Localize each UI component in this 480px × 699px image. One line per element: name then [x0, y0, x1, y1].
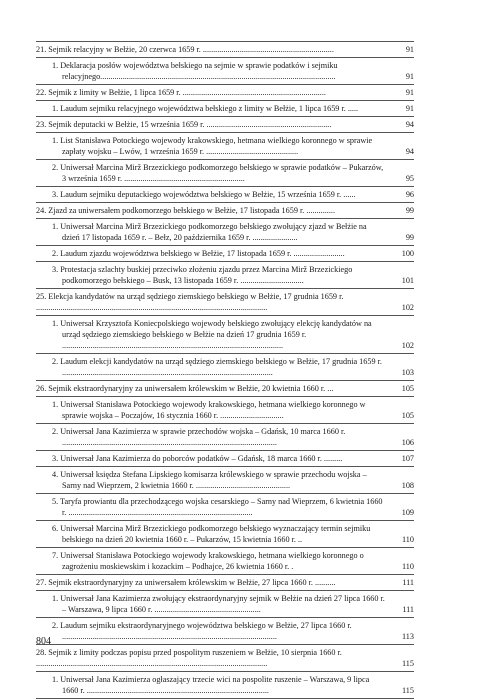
toc-entry-title: 4. Uniwersał księdza Stefana Lipskiego komisarza królewskiego w sprawie przechodu wojska – Sarny nad Wieprzem, 2 kwietnia 1660 r. ..............................................: [52, 470, 367, 490]
toc-entry-title: 3. Laudum sejmiku deputackiego województwa bełskiego w Bełżie, 15 września 1659 r. ......: [52, 190, 356, 199]
toc-entry-page: 115: [402, 686, 414, 695]
toc-entry-title: 28. Sejmik z limity podczas popisu przed pospolitym ruszeniem w Bełżie, 10 sierpnia 1660 r. .................................................................................................................: [36, 648, 342, 668]
toc-entry-title: 1. Deklaracja posłów województwa bełskiego na sejmie w sprawie podatków i sejmiku relacyjnego...................................................................................................................: [52, 61, 338, 81]
toc-entry-title: 2. Laudum elekcji kandydatów na urząd sędziego ziemskiego bełskiego w Bełżie, 17 grudnia 1659 r. .......................................................................................................: [52, 357, 382, 377]
toc-entry-title: 26. Sejmik ekstraordynaryjny za uniwersałem królewskim w Bełżie, 20 kwietnia 1660 r. ...: [36, 384, 334, 393]
toc-document: [36, 262, 414, 289]
toc-document: [36, 521, 414, 548]
toc-document: [36, 187, 414, 203]
toc-document: [36, 354, 414, 381]
toc-entry-page: 91: [405, 104, 414, 113]
toc-document: [36, 397, 414, 424]
toc-entry-page: 103: [401, 368, 414, 377]
toc-entry-page: 99: [405, 206, 414, 215]
toc-entry-page: 107: [401, 454, 414, 463]
toc-entry-page: 101: [401, 276, 414, 285]
toc-entry-page: 102: [401, 341, 414, 350]
toc-document: [36, 58, 414, 85]
toc-section: [36, 85, 414, 101]
toc-entry-page: 105: [401, 411, 414, 420]
toc-entry-page: 100: [401, 249, 414, 258]
toc-document: [36, 591, 414, 618]
toc-entry-page: 109: [401, 508, 414, 517]
toc-section: [36, 42, 414, 58]
toc-entry-title: 24. Zjazd za uniwersałem podkomorzego bełskiego w Bełżie, 17 listopada 1659 r. ..............: [36, 206, 335, 215]
toc-document: [36, 451, 414, 467]
toc-entry-page: 110: [402, 535, 414, 544]
toc-entry-page: 91: [405, 88, 414, 97]
toc-document: [36, 618, 414, 645]
toc-entry-page: 110: [402, 562, 414, 571]
toc-entry-title: 2. Uniwersał Jana Kazimierza w sprawie przechodów wojska – Gdańsk, 10 marca 1660 r. .........................................................................................................: [52, 427, 346, 447]
toc-entry-title: 1. Uniwersał Marcina Mirž Brzezickiego podkomorzego bełskiego zwołujący zjazd w Bełżie na dzień 17 listopada 1659 r. – Bełz, 20 października 1659 r. ......................: [52, 222, 367, 242]
toc-entry-title: 1. Uniwersał Jana Kazimierza ogłaszający trzecie wici na pospolite ruszenie – Warszawa, 9 lipca 1660 r. .........................................................................................: [52, 675, 370, 695]
toc-entry-title: 3. Uniwersał Jana Kazimierza do poborców podatków – Gdańsk, 18 marca 1660 r. .........: [52, 454, 343, 463]
toc-document: [36, 101, 414, 117]
toc-entry-title: 1. Uniwersał Stanisława Potockiego wojewody krakowskiego, hetmana wielkiego koronnego w sprawie wojska – Poczajów, 16 stycznia 1660 r. ...............................: [52, 400, 366, 420]
toc-entry-page: 115: [402, 659, 414, 668]
toc-entry-page: 94: [405, 147, 414, 156]
toc-entry-page: 111: [402, 605, 414, 614]
toc-entry-page: 108: [401, 481, 414, 490]
toc-entry-title: 23. Sejmik deputacki w Bełżie, 15 września 1659 r. .............................................................: [36, 120, 332, 129]
toc-entry-title: 1. Uniwersał Krzysztofa Koniecpolskiego wojewody bełskiego zwołujący elekcję kandydatów na urząd sędziego ziemskiego bełskiego w Bełżie na dzień 17 grudnia 1659 r. ............................................................................................................: [52, 319, 372, 350]
toc-entry-title: 6. Uniwersał Marcina Mirž Brzezickiego podkomorzego bełskiego wyznaczający termin sejmiku bełskiego na dzień 20 kwietnia 1660 r. – Pukarzów, 15 kwietnia 1660 r. ..: [52, 524, 371, 544]
toc-entry-title: 2. Laudum zjazdu województwa bełskiego w Bełżie, 17 listopada 1659 r. .........................: [52, 249, 345, 258]
toc-section: [36, 203, 414, 219]
toc-entry-title: 7. Uniwersał Stanisława Potockiego wojewody krakowskiego, hetmana wielkiego koronnego o zagrożeniu moskiewskim i kozackim – Podhajce, 26 kwietnia 1660 r. .: [52, 551, 364, 571]
toc-document: [36, 246, 414, 262]
toc-entry-title: 25. Elekcja kandydatów na urząd sędziego ziemskiego bełskiego w Bełżie, 17 grudnia 1659 r. .................................................................................................................: [36, 292, 344, 312]
toc-entry-title: 1. Uniwersał Jana Kazimierza zwołujący ekstraordynaryjny sejmik w Bełżie na dzień 27 lipca 1660 r. – Warszawa, 9 lipca 1660 r. ....................................................: [52, 594, 385, 614]
toc-section: [36, 381, 414, 397]
toc-entry-title: 3. Protestacja szlachty buskiej przeciwko złożeniu zjazdu przez Marcina Mirž Brzezickiego podkomorzego bełskiego – Busk, 13 listopada 1659 r. ...............................: [52, 265, 353, 285]
toc-entry-title: 1. Laudum sejmiku relacyjnego województwa bełskiego z limity w Bełżie, 1 lipca 1659 r. .....: [52, 104, 359, 113]
toc-entry-title: 2. Uniwersał Marcina Mirž Brzezickiego podkomorzego bełskiego w sprawie podatków – Pukarzów, 3 września 1659 r. ...........................................................: [52, 163, 384, 183]
toc-entry-title: 2. Laudum sejmiku ekstraordynaryjnego województwa bełskiego w Bełżie, 27 lipca 1660 r. .........................................................................................................: [52, 621, 352, 641]
toc-section: [36, 645, 414, 672]
toc-section: [36, 117, 414, 133]
page-number: 804: [36, 636, 51, 647]
toc-document: [36, 467, 414, 494]
table-of-contents: [36, 41, 414, 699]
toc-section: [36, 289, 414, 316]
toc-entry-title: 21. Sejmik relacyjny w Bełżie, 20 czerwca 1659 r. ................................................................: [36, 45, 334, 54]
toc-document: [36, 494, 414, 521]
toc-entry-page: 91: [405, 45, 414, 54]
toc-entry-page: 95: [405, 174, 414, 183]
toc-section: [36, 575, 414, 591]
toc-document: [36, 219, 414, 246]
toc-entry-page: 96: [405, 190, 414, 199]
toc-document: [36, 548, 414, 575]
toc-document: [36, 316, 414, 354]
toc-entry-title: 1. List Stanisława Potockiego wojewody krakowskiego, hetmana wielkiego koronnego w sprawie zapłaty wojsku – Lwów, 1 września 1659 r. .............................................: [52, 136, 373, 156]
toc-entry-page: 102: [401, 303, 414, 312]
toc-entry-title: 22. Sejmik z limity w Bełżie, 1 lipca 1659 r. ......................................................................: [36, 88, 326, 97]
toc-document: [36, 160, 414, 187]
toc-entry-page: 91: [405, 72, 414, 81]
toc-entry-page: 111: [402, 578, 414, 587]
toc-document: [36, 672, 414, 699]
toc-document: [36, 424, 414, 451]
toc-entry-page: 106: [401, 438, 414, 447]
toc-entry-title: 27. Sejmik ekstraordynaryjny za uniwersałem królewskim w Bełżie, 27 lipca 1660 r. ..........: [36, 578, 336, 587]
toc-entry-page: 105: [401, 384, 414, 393]
toc-document: [36, 133, 414, 160]
toc-entry-page: 99: [405, 233, 414, 242]
toc-entry-page: 94: [405, 120, 414, 129]
toc-entry-page: 113: [402, 632, 414, 641]
toc-entry-title: 5. Taryfa prowiantu dla przechodzącego wojska cesarskiego – Sarny nad Wieprzem, 6 kwietnia 1660 r. ..........................................................................................: [52, 497, 383, 517]
